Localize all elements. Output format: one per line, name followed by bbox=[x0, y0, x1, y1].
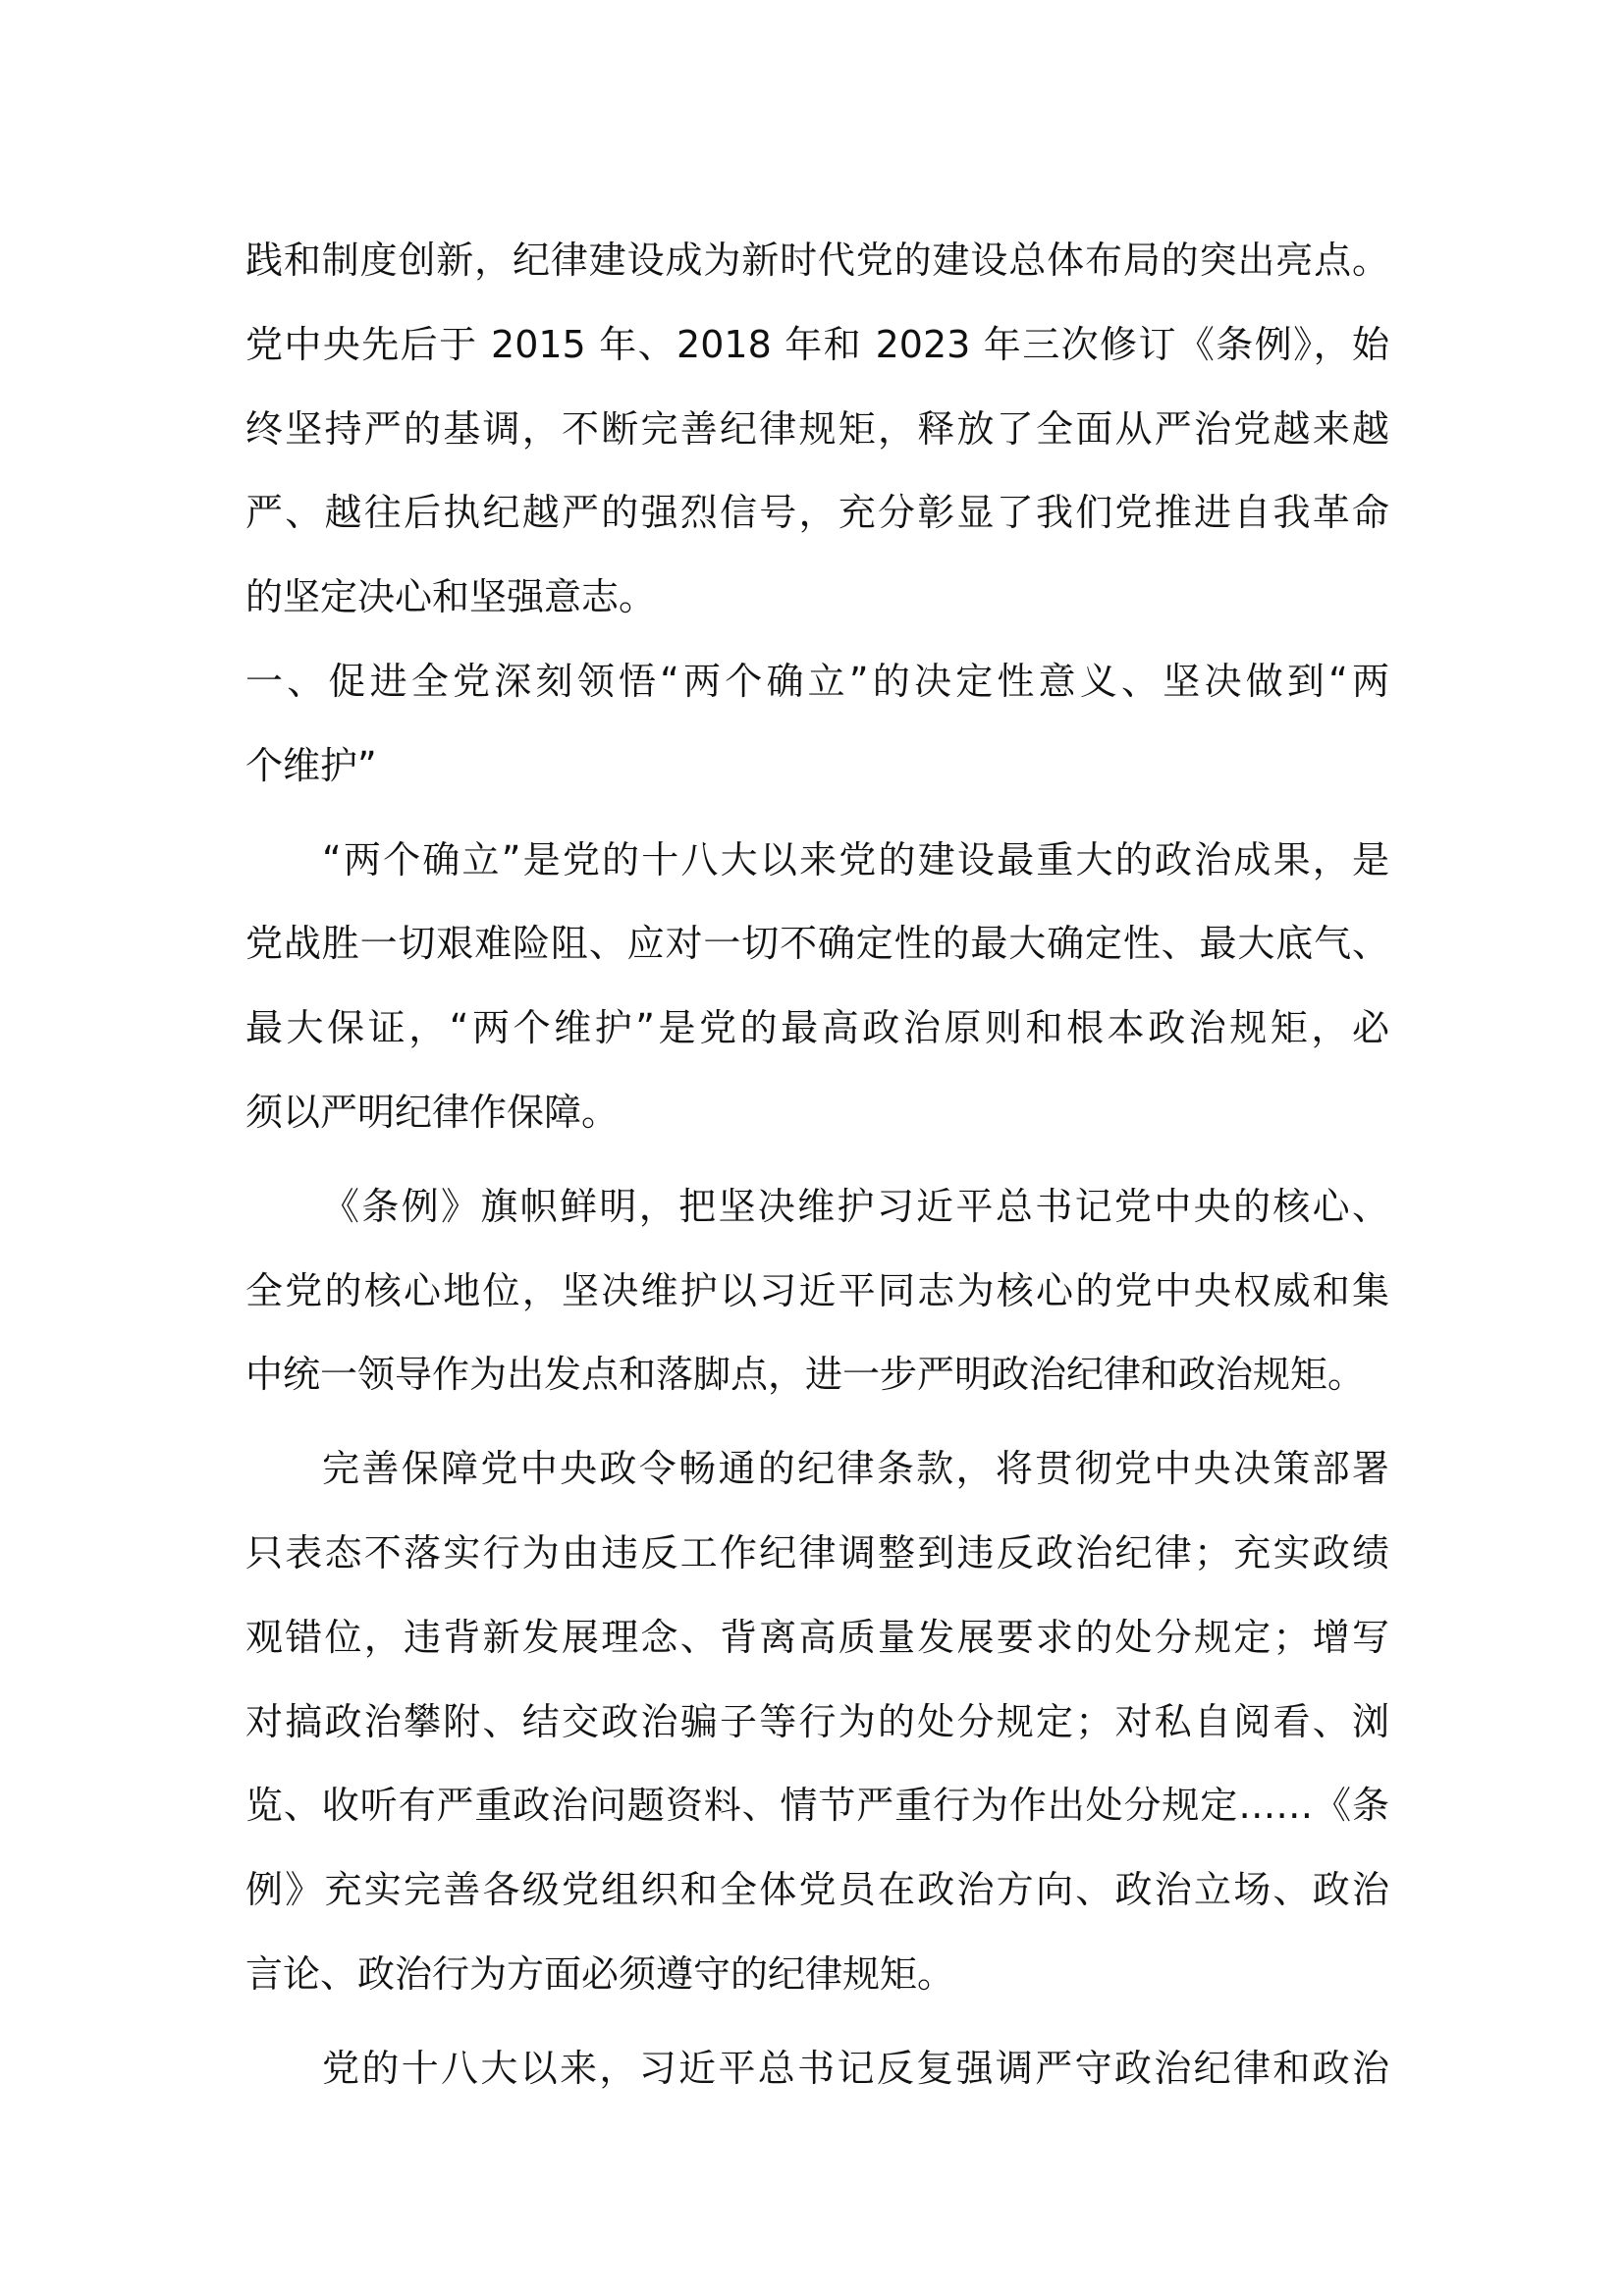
text-line: 严、越往后执纪越严的强烈信号，充分彰显了我们党推进自我革命 bbox=[245, 491, 1389, 535]
text-line: 最大保证，“两个维护”是党的最高政治原则和根本政治规矩，必 bbox=[245, 1006, 1389, 1050]
text-line: 终坚持严的基调，不断完善纪律规矩，释放了全面从严治党越来越 bbox=[245, 406, 1389, 451]
text-line: 完善保障党中央政令畅通的纪律条款，将贯彻党中央决策部署 bbox=[322, 1447, 1389, 1491]
text-line: 例》充实完善各级党组织和全体党员在政治方向、政治立场、政治 bbox=[245, 1868, 1389, 1912]
text-line: 对搞政治攀附、结交政治骗子等行为的处分规定；对私自阅看、浏 bbox=[245, 1699, 1389, 1743]
text-line: 全党的核心地位，坚决维护以习近平同志为核心的党中央权威和集 bbox=[245, 1268, 1389, 1312]
text-line: 观错位，违背新发展理念、背离高质量发展要求的处分规定；增写 bbox=[245, 1615, 1389, 1659]
text-line: 须以严明纪律作保障。 bbox=[245, 1090, 620, 1134]
paragraph bbox=[245, 1165, 1389, 1417]
document-body bbox=[245, 219, 1389, 2111]
text-line: 言论、政治行为方面必须遵守的纪律规矩。 bbox=[245, 1951, 955, 1996]
heading-line: 个维护” bbox=[245, 743, 377, 787]
text-line: 党的十八大以来，习近平总书记反复强调严守政治纪律和政治 bbox=[322, 2046, 1389, 2090]
paragraph bbox=[245, 2027, 1389, 2111]
paragraph bbox=[245, 1427, 1389, 2017]
paragraph-continuation bbox=[245, 219, 1389, 640]
text-line: 践和制度创新，纪律建设成为新时代党的建设总体布局的突出亮点。 bbox=[245, 239, 1389, 282]
text-line: “两个确立”是党的十八大以来党的建设最重大的政治成果，是 bbox=[322, 837, 1389, 881]
section-heading bbox=[245, 640, 1389, 809]
text-line: 党中央先后于 2015 年、2018 年和 2023 年三次修订《条例》，始 bbox=[245, 322, 1389, 366]
text-line: 党战胜一切艰难险阻、应对一切不确定性的最大确定性、最大底气、 bbox=[245, 922, 1389, 966]
text-line: 《条例》旗帜鲜明，把坚决维护习近平总书记党中央的核心、 bbox=[322, 1184, 1389, 1228]
paragraph bbox=[245, 819, 1389, 1155]
heading-line: 一、促进全党深刻领悟“两个确立”的决定性意义、坚决做到“两 bbox=[245, 659, 1389, 703]
text-line: 只表态不落实行为由违反工作纪律调整到违反政治纪律；充实政绩 bbox=[245, 1530, 1389, 1575]
text-line: 览、收听有严重政治问题资料、情节严重行为作出处分规定……《条 bbox=[245, 1784, 1389, 1828]
text-line: 中统一领导作为出发点和落脚点，进一步严明政治纪律和政治规矩。 bbox=[245, 1353, 1366, 1397]
text-line: 的坚定决心和坚强意志。 bbox=[245, 575, 657, 619]
